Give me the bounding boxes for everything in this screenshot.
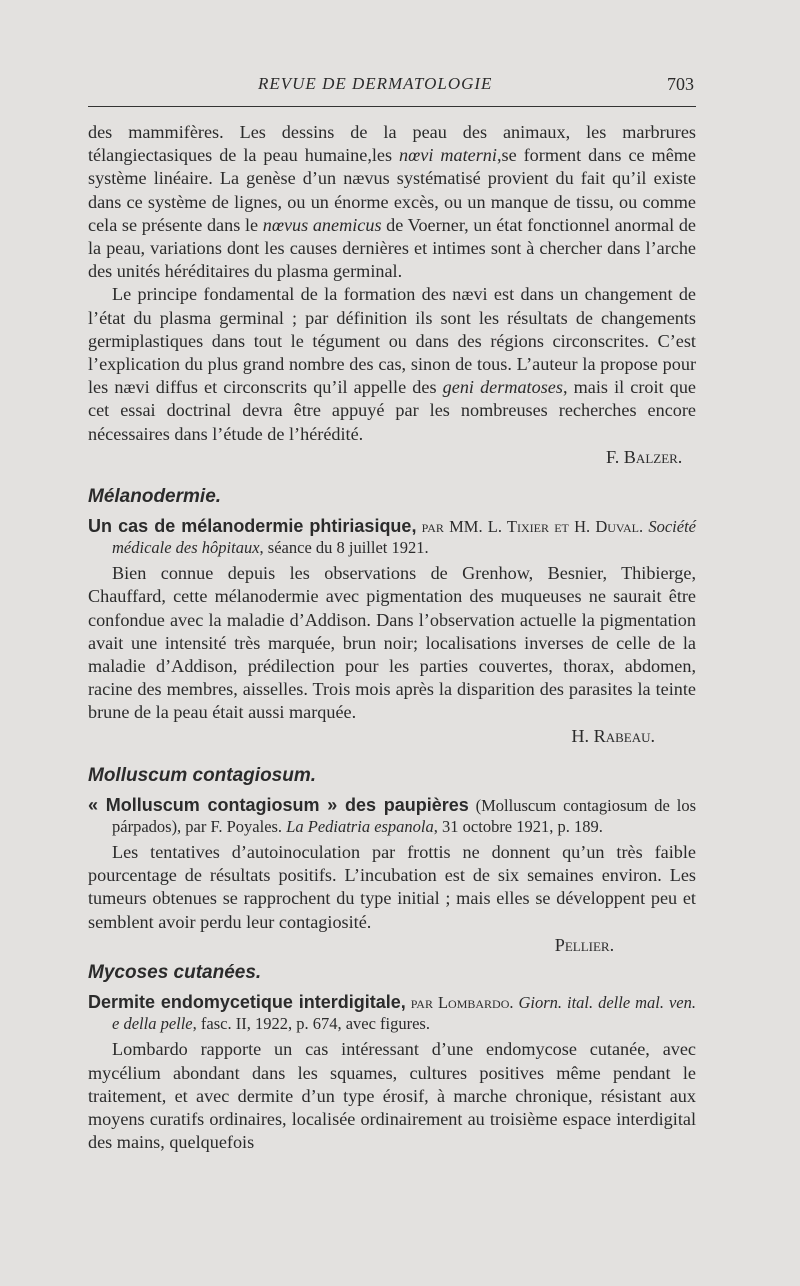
signature-balzer: F. Balzer. <box>606 446 683 467</box>
intro-paragraph-1: des mammifères. Les dessins de la peau des animaux, les marbrures télangiectasiques de la peau humaine,les nœvi materni,se forment dans ce même système linéaire. La genèse d’un nævus systématisé provient du fait qu’il existe dans ce système de lignes, ou un énorme excès, ou un manque de tissu, ou comme cela se présente dans le nœvus anemicus de Voerner, un état fonctionnel anormal de la peau, variations dont les causes dernières et intimes sont à chercher dans l’arche des unités héréditaires du plasma germinal. <box>88 122 696 282</box>
reference-mycoses: Dermite endomycetique interdigitale, par Lombardo. Giorn. ital. delle mal. ven. e della pelle, fasc. II, 1922, p. 674, avec figures. <box>88 992 696 1034</box>
intro-paragraph-2: Le principe fondamental de la formation des nævi est dans un changement de l’état du plasma germinal ; par définition ils sont les résultats de changements germiplastiques dans tout le tégument ou dans des régions circonscrites. C’est l’explication du plus grand nombre des cas, sinon de tous. L’auteur la propose pour les nævi diffus et circonscrits qu’il appelle des geni dermatoses, mais il croit que cet essai doctrinal devra être appuyé par les nombreuses recherches encore nécessaires dans l’étude de l’hérédité. <box>88 284 696 444</box>
section-heading-molluscum: Molluscum contagiosum. <box>88 764 317 786</box>
signature-pellier: Pellier. <box>554 934 615 955</box>
page-number: 703 <box>667 74 694 94</box>
section-heading-melanodermie: Mélanodermie. <box>88 486 222 508</box>
page-body <box>88 121 696 1154</box>
running-title: REVUE DE DERMATOLOGIE <box>258 74 493 93</box>
body-melanodermie: Bien connue depuis les observations de Grenhow, Besnier, Thibierge, Chauffard, cette mélanodermie avec pigmentation des muqueuses ne saurait être confondue avec la maladie d’Addison. Dans l’observation actuelle la pigmentation avait une intensité très marquée, brun noir; localisations inverses de celle de la maladie d’Addison, prédilection pour les parties couvertes, thorax, abdomen, racine des membres, aisselles. Trois mois après la disparition des parasites la teinte brune de la peau était aussi marquée. <box>88 563 696 723</box>
reference-molluscum: « Molluscum contagiosum » des paupières (Molluscum contagiosum de los párpados), par F. Poyales. La Pediatria espanola, 31 octobre 1921, p. 189. <box>88 795 696 837</box>
reference-melanodermie: Un cas de mélanodermie phtiriasique, par MM. L. Tixier et H. Duval. Société médicale des hôpitaux, séance du 8 juillet 1921. <box>88 516 696 558</box>
section-heading-mycoses: Mycoses cutanées. <box>88 962 262 984</box>
body-mycoses: Lombardo rapporte un cas intéressant d’une endomycose cutanée, avec mycélium abondant dans les squames, cultures positives même pendant le traitement, et avec dermite d’un type érosif, à marche chronique, résistant aux moyens curatifs ordinaires, localisée ordinairement au troisième espace interdigital des mains, quelquefois <box>88 1039 696 1153</box>
body-molluscum: Les tentatives d’autoinoculation par frottis ne donnent qu’un très faible pourcentage de résultats positifs. L’incubation est de six semaines environ. Les tumeurs obtenues se rapprochent du type initial ; mais elles se développent peu et semblent avoir perdu leur contagiosité. <box>88 842 696 932</box>
page-header <box>88 74 696 100</box>
signature-rabeau: H. Rabeau. <box>571 725 656 746</box>
header-rule <box>88 106 696 107</box>
